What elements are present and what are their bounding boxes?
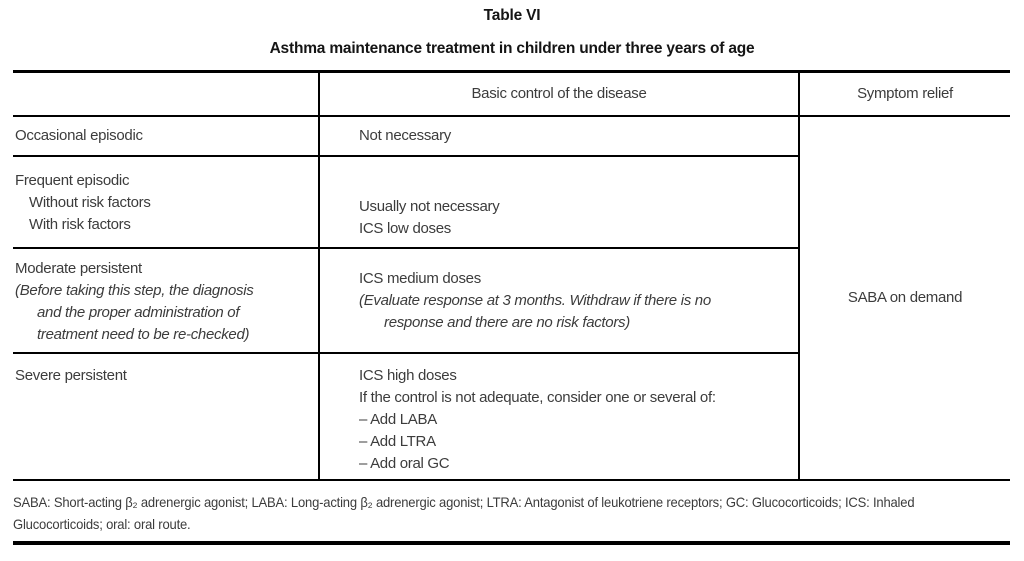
control-line: – Add LTRA <box>359 433 436 450</box>
severity-line: Without risk factors <box>29 194 151 211</box>
control-line: ICS medium doses <box>359 269 481 287</box>
control-line: ICS high doses <box>359 367 457 384</box>
control-cell-frequent <box>318 157 798 249</box>
treatment-table <box>13 70 1010 481</box>
severity-cell-occasional <box>13 117 318 157</box>
severity-cell-moderate <box>13 249 318 354</box>
control-note-line: response and there are no risk factors) <box>384 313 630 331</box>
column-header-severity-empty <box>13 73 318 117</box>
bottom-rule <box>13 541 1010 545</box>
footnote <box>13 481 1010 535</box>
severity-line: Moderate persistent <box>15 260 142 277</box>
severity-note-line: and the proper administration of <box>37 304 240 321</box>
severity-line: Severe persistent <box>15 367 127 384</box>
control-note-line: (Evaluate response at 3 months. Withdraw if there is no <box>359 291 711 309</box>
control-line: Not necessary <box>359 127 451 144</box>
severity-line: Occasional episodic <box>15 127 143 144</box>
severity-note-line: treatment need to be re-checked) <box>37 326 250 343</box>
severity-line: Frequent episodic <box>15 172 130 189</box>
control-cell-severe <box>318 354 798 479</box>
control-line: If the control is not adequate, consider one or several of: <box>359 389 716 406</box>
control-line: ICS low doses <box>359 220 451 237</box>
control-cell-moderate <box>318 249 798 354</box>
control-cell-occasional <box>318 117 798 157</box>
severity-cell-frequent <box>13 157 318 249</box>
column-header-symptom-relief: Symptom relief <box>798 73 1010 117</box>
control-line: – Add oral GC <box>359 455 450 472</box>
table-caption-title: Asthma maintenance treatment in children under three years of age <box>269 40 755 57</box>
symptom-relief-cell <box>798 117 1010 479</box>
severity-cell-severe <box>13 354 318 479</box>
symptom-relief-text: SABA on demand <box>847 289 963 306</box>
control-line: Usually not necessary <box>359 198 500 215</box>
footnote-line: SABA: Short-acting β₂ adrenergic agonist; LABA: Long-acting β₂ adrenergic agonist; LTRA: Antagonist of leukotriene receptors; GC: Glucocorticoids; ICS: Inhaled <box>13 494 915 510</box>
footnote-line: Glucocorticoids; oral: oral route. <box>13 516 191 532</box>
table-caption-label: Table VI <box>483 7 541 24</box>
column-header-basic-control: Basic control of the disease <box>318 73 798 117</box>
severity-note-line: (Before taking this step, the diagnosis <box>15 282 254 299</box>
severity-line: With risk factors <box>29 216 131 233</box>
control-line: – Add LABA <box>359 411 437 428</box>
